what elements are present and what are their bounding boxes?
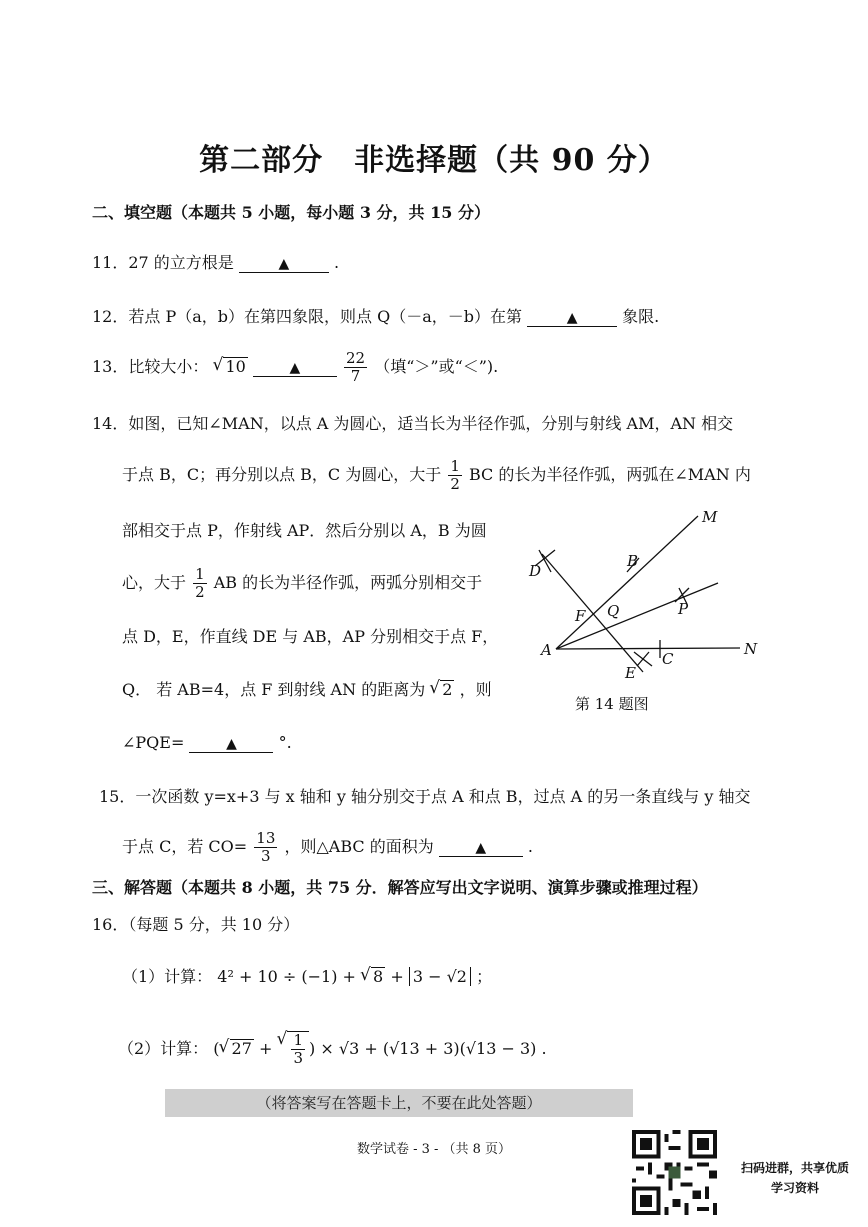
sqrt-expression: √ 10 bbox=[223, 357, 247, 376]
fraction-denominator: 3 bbox=[293, 1049, 304, 1067]
section-2-heading: 二、填空题（本题共 5 小题，每小题 3 分，共 15 分） bbox=[92, 203, 490, 222]
sqrt-fraction bbox=[287, 1031, 309, 1067]
label-n: N bbox=[744, 640, 758, 658]
question-14-line-6 bbox=[122, 679, 492, 701]
section-3-heading: 三、解答题（本题共 8 小题，共 75 分．解答应写出文字说明、演算步骤或推理过程） bbox=[92, 878, 708, 897]
fraction bbox=[193, 566, 207, 601]
question-13-tail: （填“＞”或“＜”). bbox=[374, 357, 499, 376]
answer-blank: ▲ bbox=[439, 840, 523, 857]
fraction-denominator: 3 bbox=[261, 847, 271, 865]
fraction-numerator: 22 bbox=[346, 349, 366, 367]
ray-an bbox=[556, 648, 740, 649]
text-segment: °. bbox=[278, 733, 292, 752]
fraction-numerator: √ 1 bbox=[293, 1031, 304, 1049]
question-13 bbox=[92, 350, 498, 385]
question-16-part-1: （1）计算： 4² + 10 ÷ (−1) + √ 8 + 3 − √2 ； bbox=[122, 966, 492, 988]
math-expression: 4² + 10 ÷ (−1) + bbox=[217, 967, 356, 986]
qr-caption-line-2: 学习资料 bbox=[770, 1181, 819, 1195]
sqrt-expression: √ 27 bbox=[230, 1039, 254, 1058]
label-b: B bbox=[627, 552, 639, 570]
text-segment: ； bbox=[476, 967, 493, 986]
fraction bbox=[344, 350, 367, 385]
question-15-line-2 bbox=[122, 830, 533, 865]
question-14-line-4 bbox=[122, 566, 482, 601]
text-segment: . bbox=[527, 837, 533, 856]
fraction-denominator: 7 bbox=[350, 367, 361, 385]
question-16-part-2: （2）计算： (√ 27 + √ $\frac{1}{3}$ ) × √3 + (√13 + 3)(√13 − 3) . bbox=[118, 1031, 547, 1067]
qr-caption bbox=[730, 1158, 860, 1198]
footer-note: （将答案写在答题卡上，不要在此处答题） bbox=[165, 1089, 633, 1117]
question-14-line-3: 部相交于点 P，作射线 AP．然后分别以 A，B 为圆 bbox=[122, 521, 487, 540]
page-title: 第二部分 非选择题（共 90 分） bbox=[199, 143, 669, 178]
label-d: D bbox=[529, 562, 542, 580]
fraction bbox=[291, 1032, 305, 1067]
answer-blank: ▲ bbox=[253, 360, 337, 377]
fraction-numerator: 13 bbox=[256, 829, 276, 847]
text-segment: Q． 若 AB=4，点 F 到射线 AN 的距离为 bbox=[122, 680, 426, 699]
label-a: A bbox=[541, 641, 552, 659]
text-segment: 于点 B，C；再分别以点 B，C 为圆心，大于 bbox=[122, 465, 442, 484]
question-11 bbox=[92, 252, 339, 274]
answer-blank: ▲ bbox=[239, 256, 329, 273]
text-segment: ，则 bbox=[459, 680, 492, 699]
figure-caption: 第 14 题图 bbox=[575, 695, 649, 713]
part-label: （2）计算： bbox=[118, 1039, 209, 1058]
figure-14-diagram bbox=[515, 500, 775, 720]
answer-blank: ▲ bbox=[189, 736, 273, 753]
label-p: P bbox=[678, 600, 689, 618]
fraction bbox=[254, 830, 277, 865]
question-11-text: 11．27 的立方根是 bbox=[92, 253, 234, 272]
question-11-tail: . bbox=[334, 253, 340, 272]
page-number: 数学试卷 - 3 - （共 8 页） bbox=[356, 1142, 512, 1157]
math-expression: × √3 + (√13 + 3)(√13 − 3) bbox=[320, 1039, 537, 1058]
fraction-denominator: 2 bbox=[195, 583, 205, 601]
question-14-line-1: 14．如图，已知∠MAN，以点 A 为圆心，适当长为半径作弧，分别与射线 AM，AN 相交 bbox=[92, 414, 734, 433]
question-12-tail: 象限. bbox=[622, 307, 660, 326]
text-segment: 心，大于 bbox=[122, 573, 187, 592]
fraction-numerator: 1 bbox=[195, 565, 205, 583]
question-15-line-1: 15．一次函数 y=x+3 与 x 轴和 y 轴分别交于点 A 和点 B，过点 A 的另一条直线与 y 轴交 bbox=[99, 787, 751, 806]
sqrt-expression: √ 2 bbox=[440, 680, 454, 699]
text-segment: ∠PQE= bbox=[122, 733, 185, 752]
text-segment: 于点 C，若 CO= bbox=[122, 837, 248, 856]
text-segment: AB 的长为半径作弧，两弧分别相交于 bbox=[213, 573, 483, 592]
answer-blank: ▲ bbox=[527, 310, 617, 327]
text-segment: BC 的长为半径作弧，两弧在∠MAN 内 bbox=[469, 465, 751, 484]
label-m: M bbox=[702, 508, 718, 526]
label-q: Q bbox=[607, 602, 620, 620]
ray-am bbox=[556, 516, 698, 649]
label-e: E bbox=[625, 664, 636, 682]
fraction-numerator: 1 bbox=[450, 457, 460, 475]
fraction-denominator: 2 bbox=[450, 475, 460, 493]
part-label: （1）计算： bbox=[122, 967, 213, 986]
question-14-line-7 bbox=[122, 732, 292, 754]
qr-code-icon bbox=[632, 1130, 717, 1215]
absolute-value-expression: 3 − √2 bbox=[409, 967, 471, 986]
qr-caption-line-1: 扫码进群，共享优质 bbox=[740, 1161, 849, 1175]
question-14-line-2 bbox=[122, 458, 751, 493]
question-12 bbox=[92, 306, 659, 328]
fraction bbox=[448, 458, 462, 493]
question-13-lead: 13．比较大小： bbox=[92, 357, 209, 376]
label-c: C bbox=[662, 650, 674, 668]
question-12-text: 12．若点 P（a，b）在第四象限，则点 Q（－a，－b）在第 bbox=[92, 307, 522, 326]
question-14-line-5: 点 D，E，作直线 DE 与 AB，AP 分别相交于点 F， bbox=[122, 627, 499, 646]
question-16-heading: 16．（每题 5 分，共 10 分） bbox=[92, 915, 300, 934]
text-segment: . bbox=[541, 1039, 547, 1058]
sqrt-expression: √ 8 bbox=[371, 967, 385, 986]
label-f: F bbox=[575, 607, 586, 625]
text-segment: ，则△ABC 的面积为 bbox=[284, 837, 434, 856]
